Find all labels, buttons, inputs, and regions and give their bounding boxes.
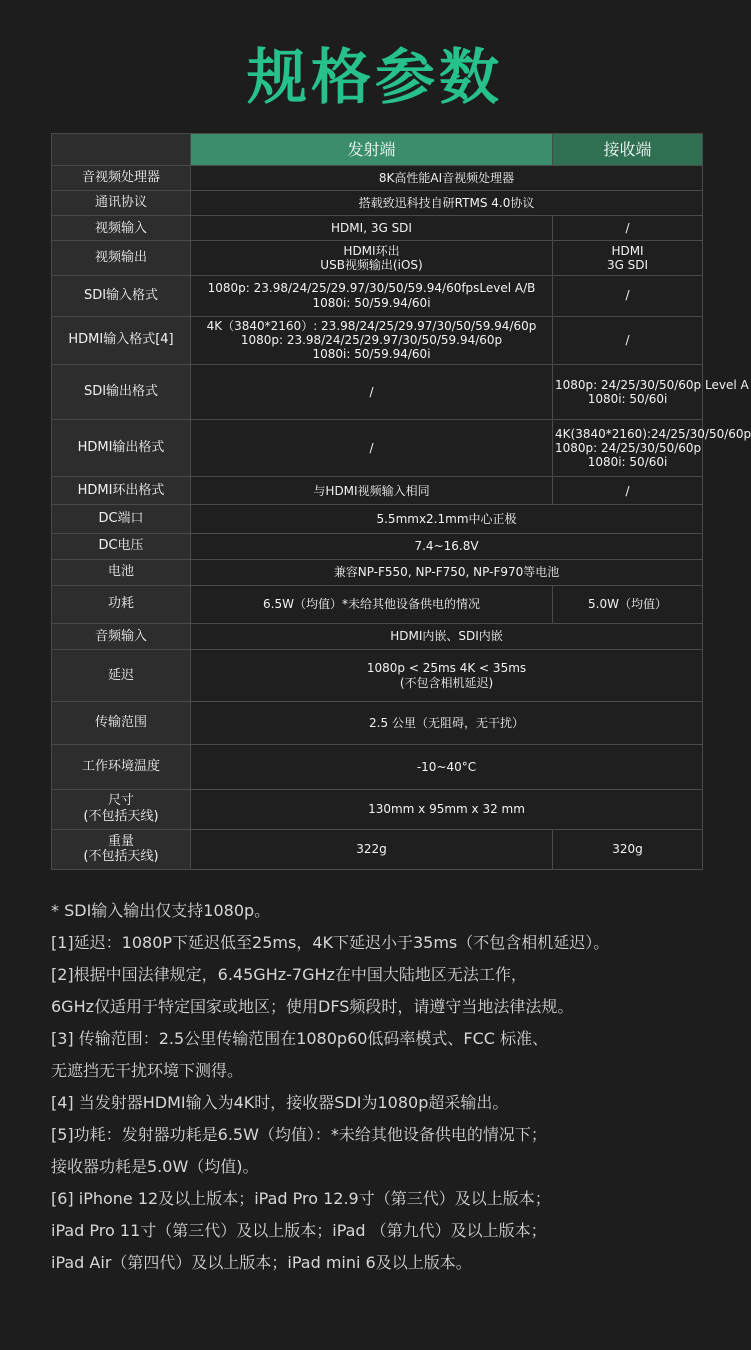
row-value: 2.5 公里（无阻碍，无干扰） (191, 702, 703, 745)
rx-value: 5.0W（均值） (553, 585, 703, 623)
tx-value: 6.5W（均值）*未给其他设备供电的情况 (191, 585, 553, 623)
tx-value-line: 4K（3840*2160）: 23.98/24/25/29.97/30/50/59.94/60p (206, 318, 537, 333)
row-value: 兼容NP-F550, NP-F750, NP-F970等电池 (191, 559, 703, 585)
rx-value (553, 364, 749, 419)
tx-value: HDMI, 3G SDI (191, 216, 553, 241)
row-label: 音频输入 (52, 623, 191, 649)
table-row (52, 829, 703, 869)
tx-value-line: 1080i: 50/59.94/60i (312, 347, 431, 362)
row-label-line: 重量 (107, 833, 134, 849)
row-label: 音视频处理器 (52, 166, 191, 191)
row-label: 延迟 (52, 649, 191, 701)
tx-value (191, 275, 553, 316)
rx-value: / (553, 316, 703, 364)
row-value: 5.5mmx2.1mm中心正极 (191, 505, 703, 533)
footnote-line: 无遮挡无干扰环境下测得。 (51, 1061, 244, 1080)
footnote-line: 接收器功耗是5.0W（均值)。 (51, 1157, 259, 1176)
table-row (52, 533, 703, 559)
row-label: SDI输入格式 (52, 275, 191, 316)
rx-value: 320g (553, 829, 703, 869)
row-value: HDMI内嵌、SDI内嵌 (191, 623, 703, 649)
table-row (52, 241, 703, 275)
tx-value-line: 1080p: 23.98/24/25/29.97/30/50/59.94/60p (240, 333, 503, 348)
row-value: 7.4~16.8V (191, 533, 703, 559)
spec-table (51, 133, 751, 870)
row-label: DC端口 (52, 505, 191, 533)
table-row (52, 623, 703, 649)
row-label: HDMI输入格式[4] (52, 316, 191, 364)
rx-value: / (553, 275, 703, 316)
rx-value (553, 241, 703, 275)
header-receiver: 接收端 (553, 134, 703, 166)
table-row (52, 191, 703, 216)
tx-value (191, 316, 553, 364)
row-label: 电池 (52, 559, 191, 585)
tx-value-line: HDMI环出 (343, 243, 400, 258)
tx-value-line: USB视频输出(iOS) (320, 257, 423, 272)
row-label: HDMI输出格式 (52, 420, 191, 477)
tx-value-line: 1080p: 23.98/24/25/29.97/30/50/59.94/60fpsLevel A/B (207, 281, 536, 296)
table-row (52, 364, 703, 419)
table-row (52, 316, 703, 364)
row-label-line: (不包括天线) (83, 809, 159, 825)
header-blank-cell (52, 134, 191, 166)
rx-value-line: 1080i: 50/60i (587, 391, 668, 406)
table-header-row (52, 134, 703, 166)
row-label: 工作环境温度 (52, 745, 191, 789)
footnote-line: [6] iPhone 12及以上版本；iPad Pro 12.9寸（第三代）及以上版本； (51, 1189, 551, 1208)
row-value: 搭载致迅科技自研RTMS 4.0协议 (191, 191, 703, 216)
row-label: SDI输出格式 (52, 364, 191, 419)
table-row (52, 420, 703, 477)
row-label: DC电压 (52, 533, 191, 559)
tx-value (191, 241, 553, 275)
table-row (52, 559, 703, 585)
rx-value: / (553, 477, 703, 505)
rx-value-line: HDMI (611, 243, 644, 258)
footnote-line: [1]延迟：1080P下延迟低至25ms，4K下延迟小于35ms（不包含相机延迟）。 (51, 933, 610, 952)
rx-value-line: 3G SDI (606, 257, 649, 272)
rx-value-line: 4K(3840*2160):24/25/30/50/60p (555, 426, 751, 441)
rx-value-line: 1080i: 50/60i (587, 455, 668, 470)
footnote-line: [3] 传输范围：2.5公里传输范围在1080p60低码率模式、FCC 标准、 (51, 1029, 549, 1048)
footnote-line: [2]根据中国法律规定，6.45GHz-7GHz在中国大陆地区无法工作， (51, 965, 527, 984)
table-row (52, 275, 703, 316)
footnotes (51, 895, 731, 1279)
table-row (52, 745, 703, 789)
footnote-line: iPad Air（第四代）及以上版本；iPad mini 6及以上版本。 (51, 1253, 472, 1272)
tx-value-line: 1080i: 50/59.94/60i (312, 295, 431, 310)
row-label-line: 尺寸 (107, 793, 134, 809)
footnote-line: [4] 当发射器HDMI输入为4K时，接收器SDI为1080p超采输出。 (51, 1093, 509, 1112)
row-label (52, 789, 191, 829)
row-label (52, 829, 191, 869)
row-value: 8K高性能AI音视频处理器 (191, 166, 703, 191)
row-label: 视频输入 (52, 216, 191, 241)
rx-value-line: 1080p: 24/25/30/50/60p (555, 441, 702, 455)
table-row (52, 585, 703, 623)
table-row (52, 216, 703, 241)
page-title: 规格参数 (247, 43, 503, 113)
table-row (52, 702, 703, 745)
rx-value-line: 1080p: 24/25/30/50/60p Level A (555, 377, 749, 392)
rx-value (553, 420, 751, 477)
row-value: 130mm x 95mm x 32 mm (191, 789, 703, 829)
footnote-line: iPad Pro 11寸（第三代）及以上版本；iPad （第九代）及以上版本； (51, 1221, 547, 1240)
tx-value: / (191, 364, 553, 419)
tx-value: / (191, 420, 553, 477)
row-value-line: (不包含相机延迟) (399, 675, 494, 690)
row-value (191, 649, 703, 701)
tx-value: 与HDMI视频输入相同 (191, 477, 553, 505)
row-value: -10~40°C (191, 745, 703, 789)
header-transmitter: 发射端 (191, 134, 553, 166)
table-row (52, 477, 703, 505)
table-row (52, 505, 703, 533)
row-label-line: (不包括天线) (83, 849, 159, 865)
row-label: HDMI环出格式 (52, 477, 191, 505)
row-label: 通讯协议 (52, 191, 191, 216)
row-label: 传输范围 (52, 702, 191, 745)
footnote-line: 6GHz仅适用于特定国家或地区；使用DFS频段时，请遵守当地法律法规。 (51, 997, 574, 1016)
row-value-line: 1080p < 25ms 4K < 35ms (366, 661, 527, 676)
footnote-line: * SDI输入输出仅支持1080p。 (51, 901, 271, 920)
table-row (52, 649, 703, 701)
table-row (52, 789, 703, 829)
rx-value: / (553, 216, 703, 241)
row-label: 功耗 (52, 585, 191, 623)
footnote-line: [5]功耗：发射器功耗是6.5W（均值）：*未给其他设备供电的情况下； (51, 1125, 547, 1144)
tx-value: 322g (191, 829, 553, 869)
table-row (52, 166, 703, 191)
row-label: 视频输出 (52, 241, 191, 275)
